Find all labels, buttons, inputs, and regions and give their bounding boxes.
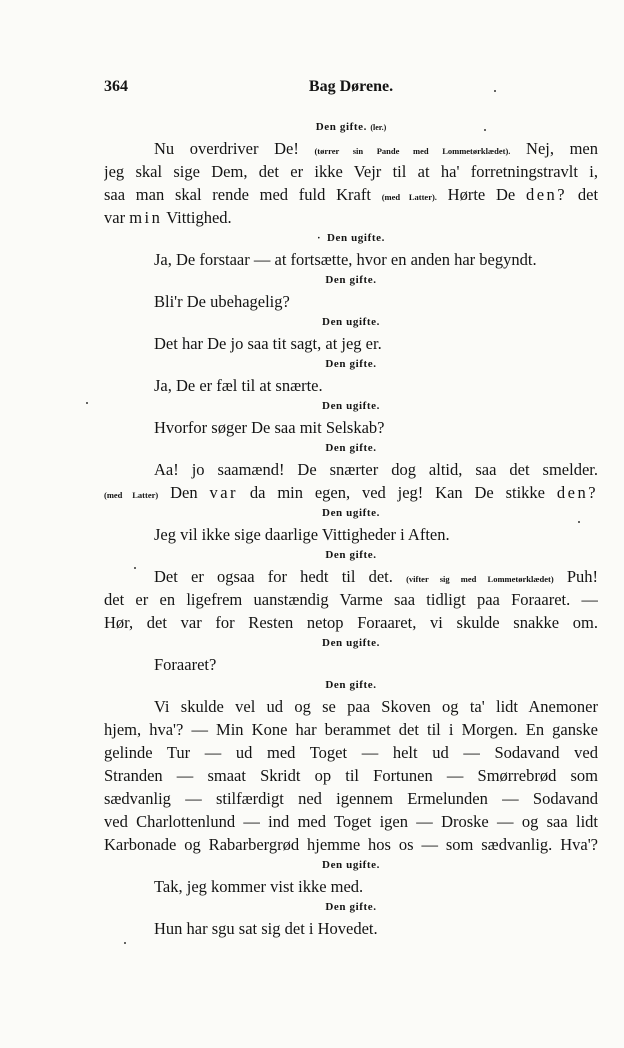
text-line: Hun har sgu sat sig det i Hovedet. [154,919,378,938]
print-speck [86,402,88,404]
speaker-label: Den gifte. [325,442,377,454]
speaker-label: · Den ugifte. [317,232,385,244]
text-line: Hør, det var for Resten netop Foraaret, vi skulde snakke om. [104,613,598,632]
speaker-label: Den gifte. [325,358,377,370]
print-speck [578,521,580,523]
speaker-label: Den ugifte. [322,400,380,412]
text-line: Vi skulde vel ud og se paa Skoven og ta' lidt Anemoner [154,697,598,716]
speaker-label: Den ugifte. [322,316,380,328]
text-line: Det er ogsaa for hedt til det. (vifter sig med Lommetørklædet) Puh! [154,567,598,586]
text-line: ved Charlottenlund — ind med Toget igen — Droske — og saa lidt [104,812,598,831]
text-line: jeg skal sige Dem, det er ikke Vejr til at ha' forretningstravlt i, [104,162,598,181]
text-line: Aa! jo saamænd! De snærter dog altid, saa det smelder. [154,460,598,479]
text-line: Jeg vil ikke sige daarlige Vittigheder i Aften. [154,525,450,544]
stage-direction: (tørrer sin Pande med Lommetørklædet). [314,146,511,156]
play-text [104,118,598,940]
print-speck [134,567,136,569]
print-speck [124,942,126,944]
text-line: Bli'r De ubehagelig? [154,292,290,311]
text-line: Nu overdriver De! (tørrer sin Pande med Lommetørklædet). Nej, men [154,139,598,158]
text-line: Stranden — smaat Skridt op til Fortunen — Smørrebrød som [104,766,598,785]
text-line: Ja, De forstaar — at fortsætte, hvor en anden har begyndt. [154,250,537,269]
speaker-label: Den gifte. (ler.) [315,121,387,133]
text-line: Foraaret? [154,655,217,674]
speaker-label: Den ugifte. [322,637,380,649]
speaker-label: Den gifte. [325,549,377,561]
stage-direction: (vifter sig med Lommetørklædet) [406,574,554,584]
text-line: saa man skal rende med fuld Kraft (med Latter). Hørte De den? det [104,185,598,204]
text-line: Ja, De er fæl til at snærte. [154,376,323,395]
text-line: sædvanlig — stilfærdigt ned igennem Ermelunden — Sodavand [104,789,598,808]
speaker-label: Den gifte. [325,679,377,691]
speaker-label: Den ugifte. [322,507,380,519]
print-speck [494,90,496,92]
speaker-label: Den gifte. [325,274,377,286]
print-speck [484,129,486,131]
text-line: Hvorfor søger De saa mit Selskab? [154,418,385,437]
text-line: var min Vittighed. [104,208,232,227]
text-line: hjem, hva'? — Min Kone har berammet det til i Morgen. En ganske [104,720,598,739]
text-line: det er en ligefrem uanstændig Varme saa tidligt paa Foraaret. — [104,590,598,609]
page-header [104,78,598,102]
text-line: Tak, jeg kommer vist ikke med. [154,877,364,896]
stage-direction: (med Latter). [381,192,437,202]
text-line: gelinde Tur — ud med Toget — helt ud — Sodavand ved [104,743,598,762]
stage-direction: (med Latter) [104,490,159,500]
text-line: Det har De jo saa tit sagt, at jeg er. [154,334,382,353]
speaker-label: Den gifte. [325,901,377,913]
text-line: (med Latter) Den var da min egen, ved jeg! Kan De stikke den? [104,483,598,502]
speaker-label: Den ugifte. [322,859,380,871]
running-title: Bag Dørene. [308,78,394,95]
text-line: Karbonade og Rabarbergrød hjemme hos os — som sædvanlig. Hva'? [104,835,598,854]
page-number: 364 [104,78,128,95]
